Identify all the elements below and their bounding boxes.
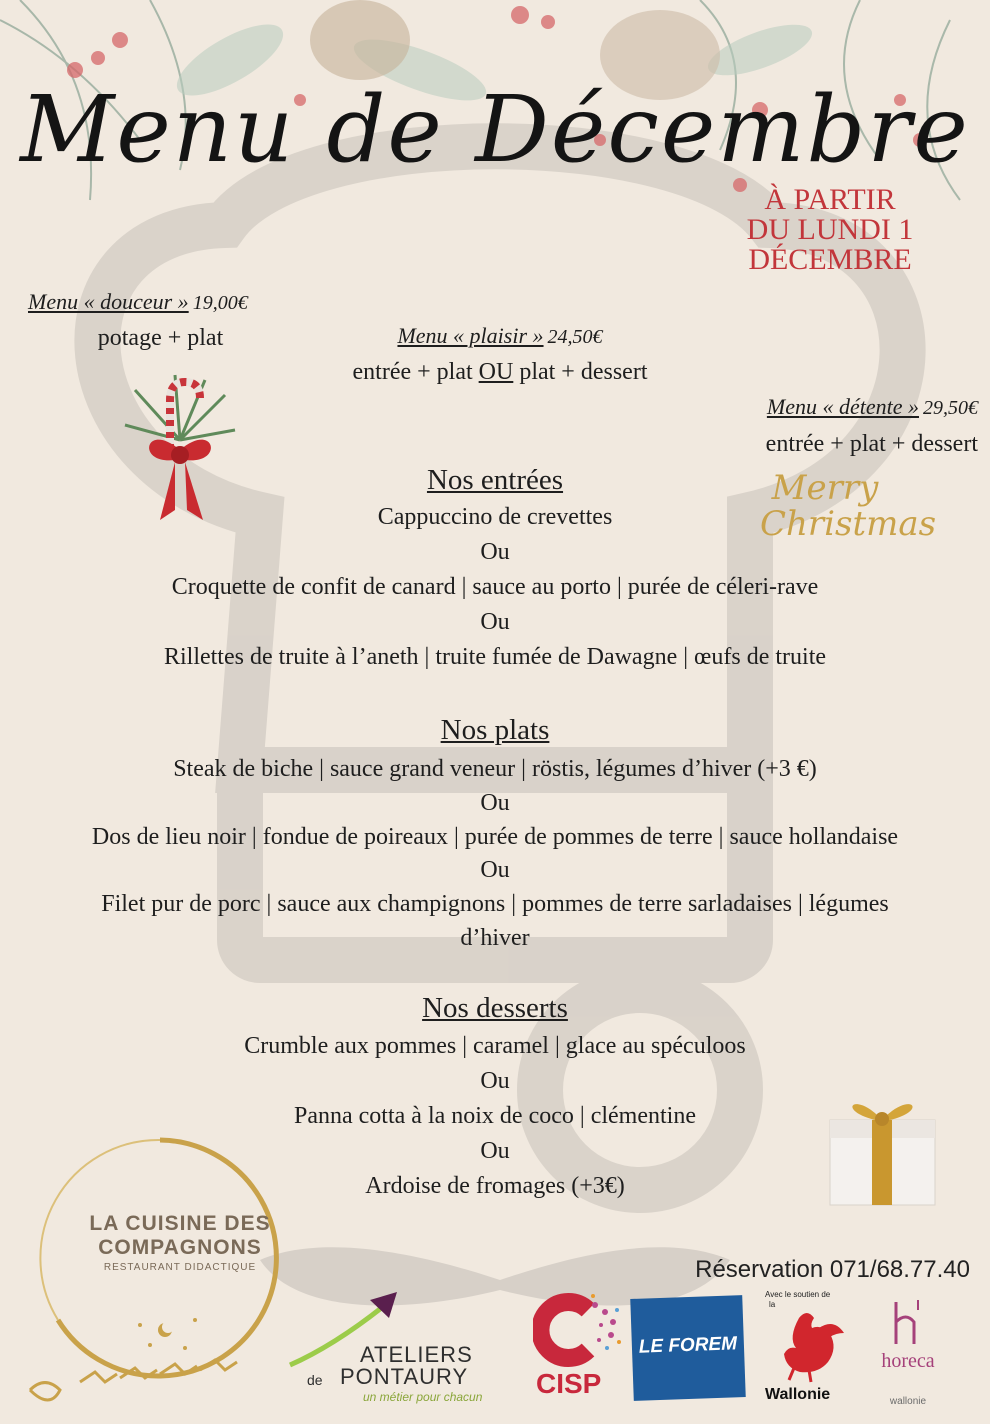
dessert-or-2: Ou: [480, 1138, 510, 1164]
rooster-icon: [769, 1308, 849, 1383]
horeca-text: horeca: [881, 1350, 935, 1372]
plat-item-3-line-1: Filet pur de porc | sauce aux champignons | pommes de terre sarladaises | légumes: [101, 891, 889, 917]
formula-plaisir-desc-a: entrée + plat: [352, 359, 473, 385]
plat-item-3-line-2: d’hiver: [460, 925, 530, 951]
entree-or-1: Ou: [480, 539, 510, 565]
date-line-2: DU LUNDI 1: [746, 213, 914, 246]
formula-detente-desc: entrée + plat + dessert: [765, 431, 978, 457]
plat-item-2: Dos de lieu noir | fondue de poireaux | purée de pommes de terre | sauce hollandaise: [91, 824, 899, 850]
cisp-text: CISP: [536, 1368, 602, 1399]
plat-or-1: Ou: [480, 790, 510, 816]
page-title: Menu de Décembre: [20, 76, 970, 183]
cuisine-logo-line-1: LA CUISINE DES: [89, 1212, 271, 1235]
horeca-mark-icon: [888, 1298, 928, 1348]
date-line-1: À PARTIR: [764, 183, 896, 216]
formula-plaisir-desc: [300, 353, 700, 391]
wallonie-la: la: [769, 1300, 776, 1309]
formula-plaisir: [300, 322, 700, 391]
dessert-item-3: Ardoise de fromages (+3€): [365, 1173, 625, 1199]
cuisine-logo-sub: RESTAURANT DIDACTIQUE: [103, 1262, 257, 1273]
entree-or-2: Ou: [480, 609, 510, 635]
cisp-mark-icon: [533, 1290, 623, 1370]
wallonie-soutien: Avec le soutien de: [765, 1290, 831, 1299]
horeca-logo: [868, 1298, 948, 1413]
formula-plaisir-desc-b: plat + dessert: [519, 359, 648, 385]
merry-line: Merry: [771, 468, 879, 508]
entree-item-1: Cappuccino de crevettes: [377, 504, 613, 530]
dessert-item-1: Crumble aux pommes | caramel | glace au spéculoos: [244, 1033, 746, 1059]
plat-or-2: Ou: [480, 857, 510, 883]
wallonie-logo: [765, 1290, 855, 1410]
cuisine-logo-line-2: COMPAGNONS: [98, 1236, 262, 1259]
reservation-phone: Réservation 071/68.77.40: [695, 1256, 970, 1283]
gift-box-icon: [820, 1085, 945, 1210]
ateliers-line-2: PONTAURY: [340, 1364, 469, 1389]
section-title-desserts: Nos desserts: [422, 992, 568, 1024]
dessert-item-2: Panna cotta à la noix de coco | clémentine: [294, 1103, 696, 1129]
formula-douceur-price: 19,00€: [192, 292, 248, 314]
ateliers-line-1: ATELIERS: [360, 1342, 473, 1367]
dessert-or-1: Ou: [480, 1068, 510, 1094]
entree-item-3: Rillettes de truite à l’aneth | truite fumée de Dawagne | œufs de truite: [163, 644, 827, 670]
cisp-logo: [528, 1290, 628, 1405]
formula-detente: [678, 393, 978, 464]
section-title-plats: Nos plats: [440, 714, 550, 746]
ateliers-tagline: un métier pour chacun: [363, 1390, 483, 1404]
wallonie-text: Wallonie: [765, 1386, 831, 1403]
forem-logo: [630, 1295, 745, 1401]
formula-plaisir-price: 24,50€: [547, 326, 603, 348]
formula-douceur: [28, 288, 298, 357]
formula-detente-name: Menu « détente »: [766, 394, 919, 419]
formula-plaisir-or: OU: [478, 359, 514, 385]
formula-douceur-name: Menu « douceur »: [28, 289, 189, 314]
cuisine-compagnons-logo: [10, 1120, 310, 1420]
horeca-sub: wallonie: [889, 1396, 927, 1407]
entree-item-2: Croquette de confit de canard | sauce au porto | purée de céleri-rave: [171, 574, 819, 600]
plat-item-1: Steak de biche | sauce grand veneur | röstis, légumes d’hiver (+3 €): [173, 756, 817, 782]
ateliers-de: de: [307, 1372, 323, 1388]
forem-text: LE FOREM: [638, 1333, 738, 1358]
christmas-line: Christmas: [760, 504, 937, 544]
date-block: [715, 185, 945, 275]
formula-plaisir-name: Menu « plaisir »: [397, 323, 544, 348]
section-title-entrees: Nos entrées: [426, 464, 564, 496]
formula-detente-price: 29,50€: [923, 397, 978, 419]
formula-douceur-desc: potage + plat: [97, 325, 224, 351]
ateliers-pontaury-logo: [285, 1290, 515, 1420]
date-line-3: DÉCEMBRE: [748, 243, 912, 276]
